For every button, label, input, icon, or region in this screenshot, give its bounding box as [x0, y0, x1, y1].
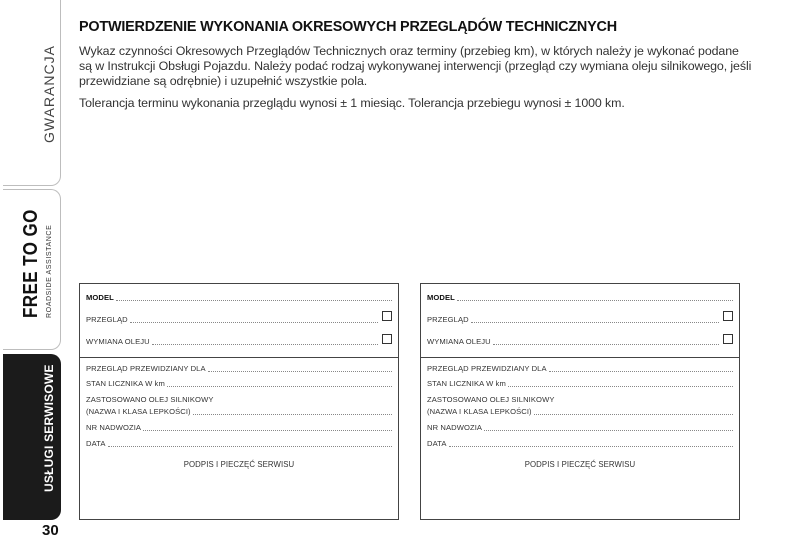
dotted-line	[457, 299, 733, 301]
chapter-tabs	[0, 0, 63, 559]
olej-line-1	[86, 395, 392, 404]
przeglad-checkbox[interactable]	[382, 311, 392, 321]
dotted-line	[108, 445, 392, 447]
dotted-line	[116, 299, 392, 301]
page-title: POTWIERDZENIE WYKONANIA OKRESOWYCH PRZEGLĄDÓW TECHNICZNYCH	[79, 19, 617, 35]
data-field[interactable]	[86, 439, 392, 448]
przeglad-dla-field[interactable]	[86, 364, 392, 373]
dotted-line	[143, 429, 392, 431]
wymiana-oleju-field	[86, 337, 378, 346]
dotted-line	[549, 370, 733, 372]
nr-nadwozia-label: NR NADWOZIA	[427, 423, 483, 432]
intro-line-3: przewidziane są odrębnie) i uzupełnić wszystkie pola.	[79, 74, 368, 88]
tab-uslugi-serwisowe-label: USŁUGI SERWISOWE	[42, 364, 56, 492]
stan-licznika-label: STAN LICZNIKA W km	[86, 379, 165, 388]
dotted-line	[534, 413, 733, 415]
wymiana-oleju-checkbox[interactable]	[723, 334, 733, 344]
intro-line-1: Wykaz czynności Okresowych Przeglądów Technicznych oraz terminy (przebieg km), w których należy je wykonać podane	[79, 44, 739, 58]
model-field[interactable]	[86, 293, 392, 302]
tab-free-to-go-label: FREE TO GO	[20, 209, 42, 318]
przeglad-label: PRZEGLĄD	[427, 315, 469, 324]
dotted-line	[508, 385, 733, 387]
nr-nadwozia-field[interactable]	[427, 423, 733, 432]
model-field[interactable]	[427, 293, 733, 302]
dotted-line	[130, 321, 378, 323]
service-form-right	[420, 283, 740, 520]
olej-field[interactable]	[427, 407, 733, 416]
olej-line-1	[427, 395, 733, 404]
olej-field[interactable]	[86, 407, 392, 416]
wymiana-oleju-checkbox[interactable]	[382, 334, 392, 344]
przeglad-dla-label: PRZEGLĄD PRZEWIDZIANY DLA	[86, 364, 206, 373]
stan-licznika-field[interactable]	[427, 379, 733, 388]
dotted-line	[484, 429, 733, 431]
przeglad-dla-field[interactable]	[427, 364, 733, 373]
tab-roadside-label: ROADSIDE ASSISTANCE	[46, 224, 53, 318]
olej-label-2: (NAZWA I KLASA LEPKOŚCI)	[86, 407, 191, 416]
stan-licznika-label: STAN LICZNIKA W km	[427, 379, 506, 388]
dotted-line	[471, 321, 719, 323]
dotted-line	[208, 370, 392, 372]
model-label: MODEL	[86, 293, 114, 302]
nr-nadwozia-field[interactable]	[86, 423, 392, 432]
page-number: 30	[42, 522, 59, 539]
form-divider	[421, 357, 739, 358]
model-label: MODEL	[427, 293, 455, 302]
dotted-line	[167, 385, 392, 387]
przeglad-label: PRZEGLĄD	[86, 315, 128, 324]
wymiana-oleju-field	[427, 337, 719, 346]
dotted-line	[152, 343, 378, 345]
olej-label-1: ZASTOSOWANO OLEJ SILNIKOWY	[427, 395, 555, 404]
dotted-line	[493, 343, 719, 345]
service-form-left	[79, 283, 399, 520]
olej-label-2: (NAZWA I KLASA LEPKOŚCI)	[427, 407, 532, 416]
signature-area-label: PODPIS I PIECZĘĆ SERWISU	[524, 460, 636, 469]
data-label: DATA	[86, 439, 106, 448]
przeglad-checkbox[interactable]	[723, 311, 733, 321]
stan-licznika-field[interactable]	[86, 379, 392, 388]
data-label: DATA	[427, 439, 447, 448]
wymiana-oleju-label: WYMIANA OLEJU	[86, 337, 150, 346]
intro-paragraph	[79, 44, 764, 89]
przeglad-dla-label: PRZEGLĄD PRZEWIDZIANY DLA	[427, 364, 547, 373]
tab-gwarancja-label: GWARANCJA	[41, 45, 57, 143]
olej-label-1: ZASTOSOWANO OLEJ SILNIKOWY	[86, 395, 214, 404]
dotted-line	[193, 413, 392, 415]
intro-line-2: są w Instrukcji Obsługi Pojazdu. Należy podać rodzaj wykonywanej interwencji (przegląd czy wymiana oleju silnikowego, jeśli	[79, 59, 752, 73]
data-field[interactable]	[427, 439, 733, 448]
tolerance-paragraph: Tolerancja terminu wykonania przeglądu wynosi ± 1 miesiąc. Tolerancja przebiegu wynosi ± 1000 km.	[79, 96, 625, 110]
dotted-line	[449, 445, 733, 447]
signature-area-label: PODPIS I PIECZĘĆ SERWISU	[183, 460, 295, 469]
wymiana-oleju-label: WYMIANA OLEJU	[427, 337, 491, 346]
przeglad-field	[427, 315, 719, 324]
form-divider	[80, 357, 398, 358]
nr-nadwozia-label: NR NADWOZIA	[86, 423, 142, 432]
przeglad-field	[86, 315, 378, 324]
